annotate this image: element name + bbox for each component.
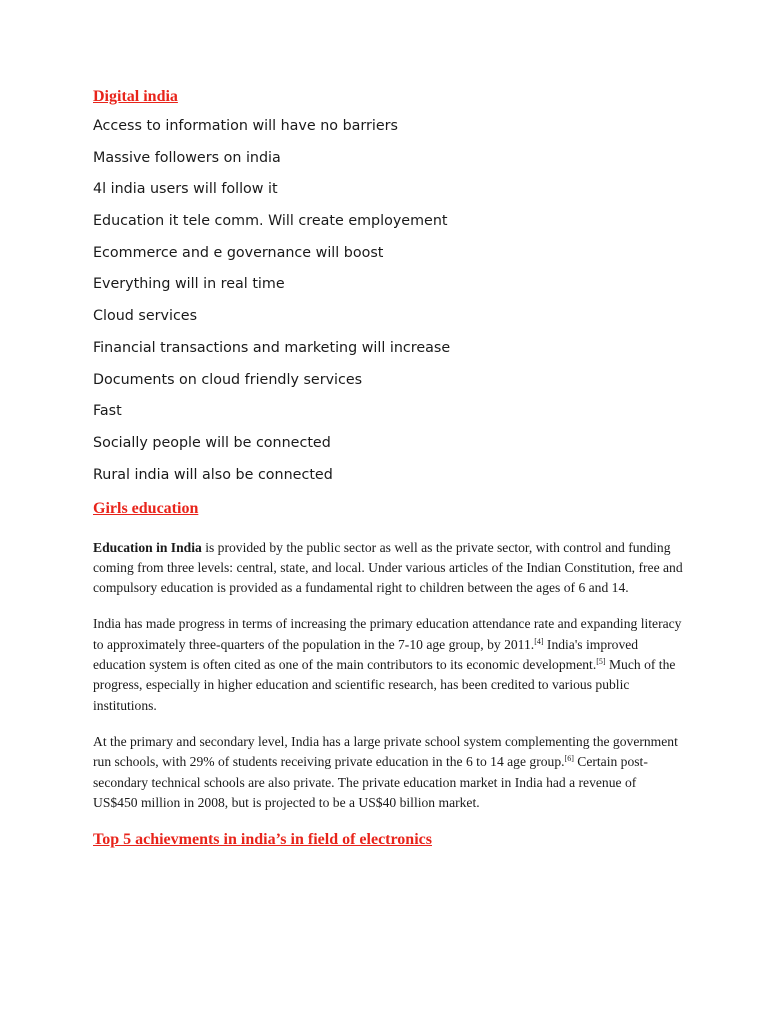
paragraph-text: Certain post-secondary technical schools are also private. The private education market in India had a revenue of US$450 million in 2008, but is projected to be a US$40 billion market. [93, 754, 648, 810]
list-item: Massive followers on india [93, 149, 281, 166]
list-item: Cloud services [93, 308, 198, 325]
paragraph-text: At the primary and secondary level, India has a large private school system complementing the government run schools, with 29% of students receiving private education in the 6 to 14 age group. [93, 733, 678, 770]
bold-term: Education in India [93, 539, 202, 555]
list-item: 4l india users will follow it [93, 181, 278, 198]
list-item: Socially people will be connected [93, 434, 331, 451]
heading-digital-india: Digital india [93, 88, 178, 105]
list-item: Access to information will have no barriers [93, 118, 399, 134]
heading-electronics-achievements: Top 5 achievments in india’s in field of electronics [93, 831, 432, 849]
list-item: Education it tele comm. Will create employement [93, 213, 448, 230]
list-item: Everything will in real time [93, 276, 285, 293]
digital-india-list [93, 116, 683, 485]
paragraph-private-schools [93, 732, 683, 813]
paragraph-text: is provided by the public sector as well as the private sector, with control and funding coming from three levels: central, state, and local. Under various articles of the Indian Constitution, free and compulsory education is provided as a fundamental right to children between the ages of 6 and 14. [93, 539, 683, 596]
paragraph-text: Much of the progress, especially in higher education and scientific research, has been credited to various public institutions. [93, 657, 676, 713]
list-item: Rural india will also be connected [93, 466, 333, 483]
list-item: Documents on cloud friendly services [93, 371, 363, 388]
paragraph-text: India's improved education system is often cited as one of the main contributors to its economic development. [93, 636, 639, 673]
citation-ref[interactable]: [4] [534, 636, 544, 646]
list-item: Financial transactions and marketing will increase [93, 339, 451, 356]
paragraph-text: India has made progress in terms of increasing the primary education attendance rate and expanding literacy to approximately three-quarters of the population in the 7-10 age group, by 2011. [93, 616, 682, 652]
citation-ref[interactable]: [6] [564, 754, 574, 764]
heading-girls-education: Girls education [93, 499, 199, 517]
document-page [93, 86, 683, 851]
list-item: Fast [93, 403, 122, 420]
citation-ref[interactable]: [5] [596, 657, 606, 667]
paragraph-education-intro [93, 538, 683, 599]
list-item: Ecommerce and e governance will boost [93, 244, 384, 261]
paragraph-education-progress [93, 614, 683, 715]
